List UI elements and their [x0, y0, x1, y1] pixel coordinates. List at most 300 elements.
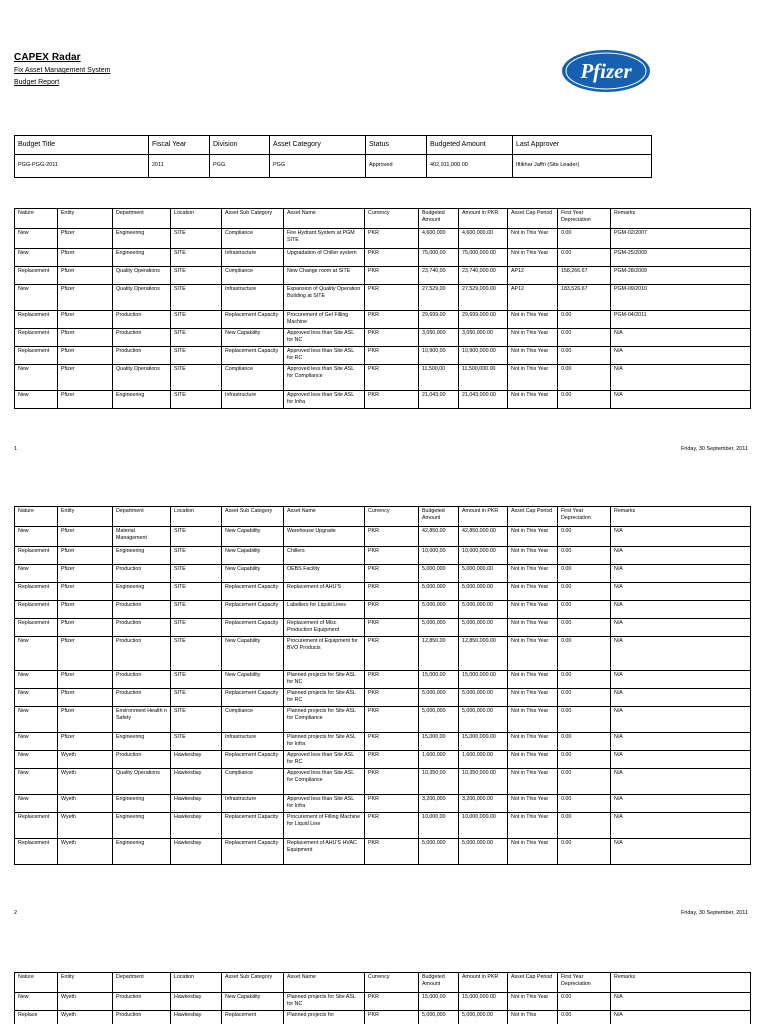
- cell-asset-name: OEBS Facility: [284, 565, 365, 583]
- cell-first-year-depreciation: 0.00: [558, 707, 611, 733]
- cell-department: Production: [113, 689, 171, 707]
- cell-remarks: N/A: [611, 329, 751, 347]
- cell-department: Material Management: [113, 527, 171, 547]
- cell-asset-sub-category: New Capability: [222, 329, 284, 347]
- cell-currency: PKR: [365, 1011, 419, 1024]
- cell-amount-in-pkr: 12,850,000.00: [459, 637, 508, 671]
- cell-asset-sub-category: Compliance: [222, 707, 284, 733]
- cell-remarks: N/A: [611, 583, 751, 601]
- cell-nature: New: [15, 229, 58, 249]
- cell-entity: Pfizer: [58, 347, 113, 365]
- table-row: [15, 527, 751, 547]
- cell-entity: Pfizer: [58, 565, 113, 583]
- column-header-amount-in-pkr: Amount in PKR: [459, 507, 508, 527]
- logo-text: Pfizer: [580, 59, 632, 83]
- column-header-asset-cap-period: Asset Cap Period: [508, 209, 558, 229]
- cell-budgeted-amount: 21,043,00: [419, 391, 459, 409]
- cell-asset-sub-category: New Capability: [222, 565, 284, 583]
- cell-entity: Wyeth: [58, 795, 113, 813]
- cell-asset-cap-period: Not in This Year: [508, 249, 558, 267]
- cell-amount-in-pkr: 75,000,000.00: [459, 249, 508, 267]
- cell-department: Engineering: [113, 795, 171, 813]
- cell-remarks: N/A: [611, 795, 751, 813]
- summary-header-status: Status: [366, 136, 427, 155]
- table-row: [15, 311, 751, 329]
- cell-asset-sub-category: Replacement Capacity: [222, 583, 284, 601]
- cell-asset-cap-period: Not in This: [508, 1011, 558, 1024]
- cell-amount-in-pkr: 5,000,000.00: [459, 839, 508, 865]
- cell-asset-sub-category: Infrastructure: [222, 249, 284, 267]
- cell-remarks: N/A: [611, 637, 751, 671]
- cell-currency: PKR: [365, 707, 419, 733]
- cell-amount-in-pkr: 3,050,000.00: [459, 329, 508, 347]
- cell-budgeted-amount: 10,350,00: [419, 769, 459, 795]
- cell-first-year-depreciation: 0.00: [558, 311, 611, 329]
- column-header-currency: Currency: [365, 507, 419, 527]
- column-header-budgeted-amount: Budgeted Amount: [419, 209, 459, 229]
- cell-first-year-depreciation: 0.00: [558, 795, 611, 813]
- cell-amount-in-pkr: 5,000,000.00: [459, 689, 508, 707]
- table-row: [15, 565, 751, 583]
- cell-remarks: N/A: [611, 365, 751, 391]
- cell-entity: Pfizer: [58, 311, 113, 329]
- cell-currency: PKR: [365, 347, 419, 365]
- cell-entity: Pfizer: [58, 707, 113, 733]
- cell-currency: PKR: [365, 285, 419, 311]
- cell-department: Quality Operations: [113, 285, 171, 311]
- cell-asset-cap-period: Not in This Year: [508, 751, 558, 769]
- cell-currency: PKR: [365, 619, 419, 637]
- cell-department: Production: [113, 311, 171, 329]
- table-row: [15, 547, 751, 565]
- table-row: [15, 839, 751, 865]
- cell-nature: New: [15, 689, 58, 707]
- cell-nature: New: [15, 249, 58, 267]
- cell-nature: New: [15, 365, 58, 391]
- cell-amount-in-pkr: 10,000,000.00: [459, 547, 508, 565]
- cell-entity: Wyeth: [58, 769, 113, 795]
- cell-department: Production: [113, 671, 171, 689]
- cell-remarks: N/A: [611, 733, 751, 751]
- cell-budgeted-amount: 5,000,000: [419, 565, 459, 583]
- cell-currency: PKR: [365, 249, 419, 267]
- cell-amount-in-pkr: 23,740,000.00: [459, 267, 508, 285]
- table-row: [15, 733, 751, 751]
- cell-nature: Replacement: [15, 583, 58, 601]
- cell-nature: New: [15, 751, 58, 769]
- cell-first-year-depreciation: 0.00: [558, 689, 611, 707]
- cell-remarks: N/A: [611, 839, 751, 865]
- cell-asset-cap-period: Not in This Year: [508, 527, 558, 547]
- cell-first-year-depreciation: 0.00: [558, 601, 611, 619]
- cell-location: SITE: [171, 619, 222, 637]
- cell-asset-name: Planned projects for Site ASL for Infra: [284, 733, 365, 751]
- column-header-entity: Entity: [58, 507, 113, 527]
- column-header-asset-cap-period: Asset Cap Period: [508, 973, 558, 993]
- table-row: [15, 365, 751, 391]
- cell-nature: New: [15, 637, 58, 671]
- cell-asset-sub-category: Compliance: [222, 267, 284, 285]
- cell-asset-name: Planned projects for Site ASL for NC: [284, 671, 365, 689]
- cell-entity: Pfizer: [58, 583, 113, 601]
- cell-currency: PKR: [365, 733, 419, 751]
- cell-department: Quality Operations: [113, 267, 171, 285]
- cell-asset-cap-period: AP12: [508, 267, 558, 285]
- cell-currency: PKR: [365, 813, 419, 839]
- cell-department: Engineering: [113, 733, 171, 751]
- cell-location: SITE: [171, 671, 222, 689]
- page-number: 2: [14, 910, 18, 916]
- cell-location: SITE: [171, 733, 222, 751]
- cell-department: Engineering: [113, 391, 171, 409]
- summary-cell-status: Approved: [366, 155, 427, 178]
- cell-amount-in-pkr: 5,000,000.00: [459, 565, 508, 583]
- cell-entity: Pfizer: [58, 619, 113, 637]
- cell-currency: PKR: [365, 329, 419, 347]
- cell-amount-in-pkr: 42,850,000.00: [459, 527, 508, 547]
- summary-cell-division: PGG: [210, 155, 270, 178]
- cell-location: Hawkesbay: [171, 1011, 222, 1024]
- cell-entity: Wyeth: [58, 813, 113, 839]
- budget-summary-table: [14, 135, 652, 178]
- cell-currency: PKR: [365, 547, 419, 565]
- cell-department: Engineering: [113, 583, 171, 601]
- cell-amount-in-pkr: 5,000,000.00: [459, 583, 508, 601]
- cell-currency: PKR: [365, 751, 419, 769]
- table-row: [15, 813, 751, 839]
- column-header-asset-sub-category: Asset Sub Category: [222, 507, 284, 527]
- summary-header-fiscal-year: Fiscal Year: [149, 136, 210, 155]
- summary-header-budget-title: Budget Title: [15, 136, 149, 155]
- cell-location: SITE: [171, 547, 222, 565]
- cell-budgeted-amount: 23,740,00: [419, 267, 459, 285]
- summary-header-last-approver: Last Approver: [513, 136, 652, 155]
- table-row: [15, 769, 751, 795]
- cell-location: Hawkesbay: [171, 813, 222, 839]
- cell-asset-name: Chillers: [284, 547, 365, 565]
- column-header-first-year-depreciation: First Year Depreciation: [558, 973, 611, 993]
- cell-asset-cap-period: Not in This Year: [508, 733, 558, 751]
- cell-asset-sub-category: Replacement: [222, 1011, 284, 1024]
- cell-budgeted-amount: 5,000,000: [419, 839, 459, 865]
- cell-department: Production: [113, 329, 171, 347]
- column-header-first-year-depreciation: First Year Depreciation: [558, 209, 611, 229]
- cell-asset-name: Planned projects for Site ASL for NC: [284, 993, 365, 1011]
- cell-first-year-depreciation: 0.00: [558, 583, 611, 601]
- cell-first-year-depreciation: 0.00: [558, 365, 611, 391]
- cell-nature: Replacement: [15, 839, 58, 865]
- cell-first-year-depreciation: 0.00: [558, 347, 611, 365]
- column-header-remarks: Remarks: [611, 507, 751, 527]
- cell-asset-sub-category: Replacement Capacity: [222, 311, 284, 329]
- cell-nature: Replacement: [15, 601, 58, 619]
- cell-budgeted-amount: 75,000,00: [419, 249, 459, 267]
- cell-amount-in-pkr: 10,350,000.00: [459, 769, 508, 795]
- cell-asset-name: Approved less than Site ASL for Infra: [284, 391, 365, 409]
- cell-remarks: PGM-28/2009: [611, 267, 751, 285]
- cell-department: Production: [113, 619, 171, 637]
- cell-amount-in-pkr: 10,900,000.00: [459, 347, 508, 365]
- cell-department: Production: [113, 751, 171, 769]
- cell-nature: New: [15, 993, 58, 1011]
- cell-location: SITE: [171, 329, 222, 347]
- cell-currency: PKR: [365, 601, 419, 619]
- summary-header-division: Division: [210, 136, 270, 155]
- cell-currency: PKR: [365, 311, 419, 329]
- cell-remarks: N/A: [611, 565, 751, 583]
- cell-nature: Replacement: [15, 267, 58, 285]
- summary-cell-asset-category: PGG: [270, 155, 366, 178]
- cell-asset-sub-category: Compliance: [222, 769, 284, 795]
- cell-entity: Wyeth: [58, 839, 113, 865]
- table-row: [15, 285, 751, 311]
- column-header-currency: Currency: [365, 209, 419, 229]
- cell-first-year-depreciation: 0.00: [558, 391, 611, 409]
- cell-budgeted-amount: 5,000,000: [419, 601, 459, 619]
- cell-amount-in-pkr: 15,000,000.00: [459, 993, 508, 1011]
- cell-location: SITE: [171, 527, 222, 547]
- cell-entity: Pfizer: [58, 733, 113, 751]
- cell-asset-sub-category: Replacement Capacity: [222, 813, 284, 839]
- table-row: [15, 707, 751, 733]
- cell-location: SITE: [171, 637, 222, 671]
- cell-asset-name: Replacement of AHU'S HVAC Equipment: [284, 839, 365, 865]
- cell-entity: Pfizer: [58, 285, 113, 311]
- table-row: [15, 993, 751, 1011]
- cell-remarks: PGM-02/2007: [611, 229, 751, 249]
- system-name: Fix Asset Management System: [14, 67, 111, 74]
- cell-location: SITE: [171, 347, 222, 365]
- cell-nature: New: [15, 391, 58, 409]
- cell-asset-sub-category: Replacement Capacity: [222, 347, 284, 365]
- cell-first-year-depreciation: 0.00: [558, 769, 611, 795]
- cell-department: Engineering: [113, 547, 171, 565]
- column-header-nature: Nature: [15, 209, 58, 229]
- cell-asset-cap-period: AP12: [508, 285, 558, 311]
- cell-department: Production: [113, 565, 171, 583]
- cell-budgeted-amount: 4,600,000: [419, 229, 459, 249]
- column-header-asset-sub-category: Asset Sub Category: [222, 973, 284, 993]
- report-title: CAPEX Radar: [14, 52, 81, 63]
- cell-entity: Wyeth: [58, 1011, 113, 1024]
- cell-asset-cap-period: Not in This Year: [508, 619, 558, 637]
- cell-location: Hawkesbay: [171, 795, 222, 813]
- column-header-budgeted-amount: Budgeted Amount: [419, 973, 459, 993]
- cell-first-year-depreciation: 0.00: [558, 671, 611, 689]
- column-header-nature: Nature: [15, 973, 58, 993]
- page-date: Friday, 30 September, 2011: [680, 910, 748, 916]
- cell-nature: Replace: [15, 1011, 58, 1024]
- cell-asset-name: Procurement of Filling Machine for Liquid Line: [284, 813, 365, 839]
- page-date: Friday, 30 September, 2011: [680, 446, 748, 452]
- cell-budgeted-amount: 12,850,00: [419, 637, 459, 671]
- cell-location: Hawkesbay: [171, 769, 222, 795]
- column-header-entity: Entity: [58, 973, 113, 993]
- report-name: Budget Report: [14, 79, 60, 86]
- column-header-first-year-depreciation: First Year Depreciation: [558, 507, 611, 527]
- cell-asset-name: Fire Hydrant System at PGM SITE: [284, 229, 365, 249]
- cell-remarks: N/A: [611, 1011, 751, 1024]
- cell-asset-name: Planned projects for Site ASL for Compliance: [284, 707, 365, 733]
- cell-nature: Replacement: [15, 311, 58, 329]
- column-header-asset-cap-period: Asset Cap Period: [508, 507, 558, 527]
- cell-asset-sub-category: Replacement Capacity: [222, 601, 284, 619]
- cell-asset-name: Procurement of Gel Filling Machine: [284, 311, 365, 329]
- cell-currency: PKR: [365, 769, 419, 795]
- cell-first-year-depreciation: 0.00: [558, 527, 611, 547]
- cell-asset-name: Procurement of Equipment for BVO Products: [284, 637, 365, 671]
- cell-asset-name: Labellers for Liquid Lines: [284, 601, 365, 619]
- cell-budgeted-amount: 11,500,00: [419, 365, 459, 391]
- cell-currency: PKR: [365, 993, 419, 1011]
- cell-currency: PKR: [365, 795, 419, 813]
- asset-table-page-2: [14, 506, 751, 865]
- cell-asset-name: Replacement of AHU'S: [284, 583, 365, 601]
- cell-first-year-depreciation: 158,266.67: [558, 267, 611, 285]
- cell-asset-sub-category: New Capability: [222, 637, 284, 671]
- cell-budgeted-amount: 5,000,000: [419, 689, 459, 707]
- cell-currency: PKR: [365, 839, 419, 865]
- column-header-currency: Currency: [365, 973, 419, 993]
- cell-asset-cap-period: Not in This Year: [508, 391, 558, 409]
- cell-budgeted-amount: 5,000,000: [419, 1011, 459, 1024]
- cell-remarks: N/A: [611, 391, 751, 409]
- cell-budgeted-amount: 15,000,00: [419, 733, 459, 751]
- table-row: [15, 583, 751, 601]
- cell-currency: PKR: [365, 671, 419, 689]
- cell-location: SITE: [171, 689, 222, 707]
- cell-first-year-depreciation: 0.00: [558, 249, 611, 267]
- cell-first-year-depreciation: 0.00: [558, 839, 611, 865]
- cell-asset-cap-period: Not in This Year: [508, 769, 558, 795]
- summary-cell-last-approver: Iftikhar Jaffri (Site Leader): [513, 155, 652, 178]
- table-row: [15, 671, 751, 689]
- cell-location: SITE: [171, 365, 222, 391]
- cell-amount-in-pkr: 3,200,000.00: [459, 795, 508, 813]
- table-row: [15, 347, 751, 365]
- cell-location: Hawkesbay: [171, 993, 222, 1011]
- table-row: [15, 391, 751, 409]
- cell-asset-name: Expansion of Quality Operation Building at SITE: [284, 285, 365, 311]
- cell-location: SITE: [171, 565, 222, 583]
- cell-amount-in-pkr: 27,529,000.00: [459, 285, 508, 311]
- cell-nature: New: [15, 671, 58, 689]
- cell-entity: Pfizer: [58, 329, 113, 347]
- asset-table-page-3: [14, 972, 751, 1024]
- cell-budgeted-amount: 10,900,00: [419, 347, 459, 365]
- cell-remarks: N/A: [611, 707, 751, 733]
- cell-department: Production: [113, 993, 171, 1011]
- cell-entity: Pfizer: [58, 391, 113, 409]
- cell-asset-name: Warehouse Upgrade: [284, 527, 365, 547]
- cell-entity: Pfizer: [58, 689, 113, 707]
- column-header-location: Location: [171, 209, 222, 229]
- cell-currency: PKR: [365, 527, 419, 547]
- cell-currency: PKR: [365, 637, 419, 671]
- cell-department: Engineering: [113, 813, 171, 839]
- cell-remarks: N/A: [611, 601, 751, 619]
- cell-budgeted-amount: 10,000,00: [419, 813, 459, 839]
- cell-department: Production: [113, 601, 171, 619]
- column-header-department: Department: [113, 209, 171, 229]
- cell-department: Production: [113, 347, 171, 365]
- cell-asset-sub-category: New Capability: [222, 527, 284, 547]
- cell-asset-name: Approved less than Site ASL for NC: [284, 329, 365, 347]
- cell-remarks: N/A: [611, 689, 751, 707]
- cell-budgeted-amount: 10,000,00: [419, 547, 459, 565]
- cell-first-year-depreciation: 0.00: [558, 547, 611, 565]
- cell-first-year-depreciation: 0.00: [558, 733, 611, 751]
- cell-asset-cap-period: Not in This Year: [508, 229, 558, 249]
- cell-location: SITE: [171, 583, 222, 601]
- column-header-asset-name: Asset Name: [284, 209, 365, 229]
- cell-nature: New: [15, 733, 58, 751]
- cell-amount-in-pkr: 15,000,000.00: [459, 671, 508, 689]
- cell-asset-name: Planned projects for Site ASL for RC: [284, 689, 365, 707]
- cell-entity: Pfizer: [58, 249, 113, 267]
- column-header-asset-name: Asset Name: [284, 973, 365, 993]
- cell-remarks: PGM-09/2010: [611, 285, 751, 311]
- cell-first-year-depreciation: 0.00: [558, 813, 611, 839]
- cell-entity: Pfizer: [58, 229, 113, 249]
- column-header-budgeted-amount: Budgeted Amount: [419, 507, 459, 527]
- cell-location: SITE: [171, 267, 222, 285]
- cell-location: SITE: [171, 601, 222, 619]
- cell-asset-cap-period: Not in This Year: [508, 839, 558, 865]
- cell-remarks: N/A: [611, 619, 751, 637]
- cell-amount-in-pkr: 5,000,000.00: [459, 707, 508, 733]
- cell-remarks: N/A: [611, 347, 751, 365]
- page-number: 1: [14, 446, 18, 452]
- cell-asset-sub-category: Replacement Capacity: [222, 619, 284, 637]
- cell-department: Production: [113, 1011, 171, 1024]
- cell-asset-sub-category: New Capability: [222, 547, 284, 565]
- cell-department: Production: [113, 637, 171, 671]
- column-header-department: Department: [113, 973, 171, 993]
- cell-location: SITE: [171, 391, 222, 409]
- column-header-asset-name: Asset Name: [284, 507, 365, 527]
- cell-budgeted-amount: 5,000,000: [419, 707, 459, 733]
- cell-asset-cap-period: Not in This Year: [508, 813, 558, 839]
- cell-budgeted-amount: 15,000,00: [419, 671, 459, 689]
- cell-entity: Pfizer: [58, 637, 113, 671]
- table-row: [15, 267, 751, 285]
- cell-amount-in-pkr: 4,600,000.00: [459, 229, 508, 249]
- cell-asset-sub-category: Replacement Capacity: [222, 751, 284, 769]
- cell-nature: New: [15, 285, 58, 311]
- cell-nature: Replacement: [15, 813, 58, 839]
- cell-remarks: N/A: [611, 547, 751, 565]
- cell-currency: PKR: [365, 689, 419, 707]
- cell-department: Engineering: [113, 229, 171, 249]
- column-header-entity: Entity: [58, 209, 113, 229]
- cell-nature: Replacement: [15, 329, 58, 347]
- column-header-amount-in-pkr: Amount in PKR: [459, 209, 508, 229]
- cell-budgeted-amount: 5,000,000: [419, 619, 459, 637]
- cell-remarks: N/A: [611, 671, 751, 689]
- cell-currency: PKR: [365, 267, 419, 285]
- cell-asset-name: Approved less than Site ASL for Infra: [284, 795, 365, 813]
- table-row: [15, 637, 751, 671]
- cell-remarks: N/A: [611, 769, 751, 795]
- cell-remarks: N/A: [611, 813, 751, 839]
- cell-location: SITE: [171, 249, 222, 267]
- column-header-amount-in-pkr: Amount in PKR: [459, 973, 508, 993]
- cell-entity: Pfizer: [58, 527, 113, 547]
- cell-nature: Replacement: [15, 547, 58, 565]
- cell-asset-sub-category: Replacement Capacity: [222, 689, 284, 707]
- cell-asset-cap-period: Not in This Year: [508, 347, 558, 365]
